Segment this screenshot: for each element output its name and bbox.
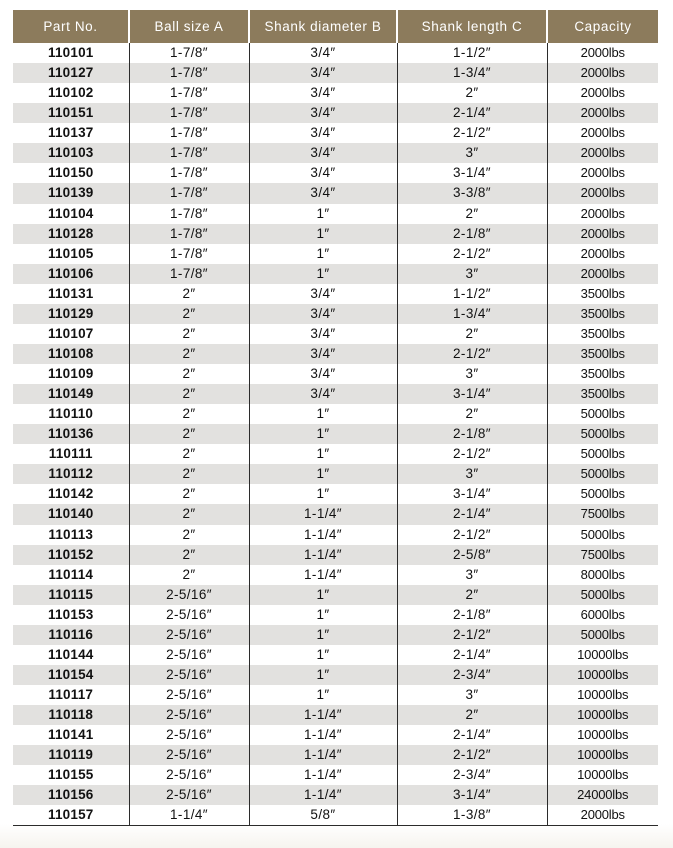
- cell-ball-size: 2″: [129, 565, 249, 585]
- cell-shank-length: 2-1/2″: [397, 344, 547, 364]
- cell-ball-size: 2-5/16″: [129, 725, 249, 745]
- cell-capacity: 10000lbs: [547, 705, 658, 725]
- cell-shank-length: 1-3/8″: [397, 805, 547, 826]
- cell-capacity: 2000lbs: [547, 123, 658, 143]
- cell-shank-length: 2-1/2″: [397, 444, 547, 464]
- cell-part-no: 110101: [13, 43, 129, 63]
- cell-part-no: 110144: [13, 645, 129, 665]
- table-row: [13, 224, 658, 244]
- table-row: [13, 264, 658, 284]
- cell-part-no: 110129: [13, 304, 129, 324]
- cell-shank-diameter: 1″: [249, 484, 397, 504]
- cell-capacity: 3500lbs: [547, 344, 658, 364]
- cell-shank-diameter: 1″: [249, 645, 397, 665]
- header-shank-diameter: Shank diameter B: [249, 10, 397, 43]
- cell-part-no: 110105: [13, 244, 129, 264]
- cell-capacity: 5000lbs: [547, 404, 658, 424]
- cell-shank-diameter: 1-1/4″: [249, 565, 397, 585]
- cell-part-no: 110102: [13, 83, 129, 103]
- table-row: [13, 805, 658, 826]
- cell-part-no: 110149: [13, 384, 129, 404]
- cell-shank-diameter: 3/4″: [249, 284, 397, 304]
- cell-ball-size: 1-7/8″: [129, 264, 249, 284]
- cell-capacity: 5000lbs: [547, 625, 658, 645]
- cell-part-no: 110128: [13, 224, 129, 244]
- cell-ball-size: 2-5/16″: [129, 745, 249, 765]
- cell-ball-size: 2-5/16″: [129, 785, 249, 805]
- header-part-no: Part No.: [13, 10, 129, 43]
- cell-shank-diameter: 3/4″: [249, 63, 397, 83]
- cell-capacity: 2000lbs: [547, 264, 658, 284]
- table-header: [13, 10, 658, 43]
- cell-ball-size: 2″: [129, 504, 249, 524]
- cell-shank-length: 2-1/4″: [397, 725, 547, 745]
- spec-table: [13, 10, 658, 826]
- cell-part-no: 110112: [13, 464, 129, 484]
- table-row: [13, 625, 658, 645]
- cell-ball-size: 2-5/16″: [129, 585, 249, 605]
- cell-capacity: 3500lbs: [547, 324, 658, 344]
- cell-shank-diameter: 1-1/4″: [249, 525, 397, 545]
- cell-part-no: 110108: [13, 344, 129, 364]
- cell-part-no: 110110: [13, 404, 129, 424]
- table-row: [13, 63, 658, 83]
- table-row: [13, 484, 658, 504]
- cell-shank-length: 3″: [397, 364, 547, 384]
- cell-shank-length: 3-1/4″: [397, 484, 547, 504]
- table-row: [13, 705, 658, 725]
- cell-shank-length: 1-3/4″: [397, 304, 547, 324]
- cell-ball-size: 2-5/16″: [129, 765, 249, 785]
- cell-shank-diameter: 1″: [249, 605, 397, 625]
- cell-part-no: 110142: [13, 484, 129, 504]
- cell-shank-length: 1-1/2″: [397, 284, 547, 304]
- cell-ball-size: 1-7/8″: [129, 204, 249, 224]
- cell-shank-length: 2-1/2″: [397, 123, 547, 143]
- cell-shank-length: 3″: [397, 264, 547, 284]
- cell-part-no: 110141: [13, 725, 129, 745]
- cell-ball-size: 2″: [129, 484, 249, 504]
- cell-ball-size: 1-7/8″: [129, 163, 249, 183]
- cell-part-no: 110115: [13, 585, 129, 605]
- cell-shank-length: 1-3/4″: [397, 63, 547, 83]
- cell-capacity: 5000lbs: [547, 585, 658, 605]
- cell-part-no: 110139: [13, 183, 129, 203]
- table-row: [13, 43, 658, 63]
- cell-shank-diameter: 1-1/4″: [249, 705, 397, 725]
- table-row: [13, 204, 658, 224]
- cell-shank-diameter: 3/4″: [249, 364, 397, 384]
- cell-capacity: 2000lbs: [547, 163, 658, 183]
- table-row: [13, 183, 658, 203]
- cell-capacity: 2000lbs: [547, 63, 658, 83]
- cell-ball-size: 2″: [129, 384, 249, 404]
- table-row: [13, 785, 658, 805]
- cell-ball-size: 1-1/4″: [129, 805, 249, 826]
- table-row: [13, 444, 658, 464]
- header-row: [13, 10, 658, 43]
- cell-capacity: 3500lbs: [547, 284, 658, 304]
- cell-shank-diameter: 1″: [249, 585, 397, 605]
- cell-part-no: 110114: [13, 565, 129, 585]
- table-row: [13, 685, 658, 705]
- cell-part-no: 110118: [13, 705, 129, 725]
- cell-part-no: 110137: [13, 123, 129, 143]
- cell-shank-length: 2-1/4″: [397, 103, 547, 123]
- table-body: [13, 43, 658, 826]
- cell-capacity: 10000lbs: [547, 765, 658, 785]
- cell-ball-size: 2″: [129, 324, 249, 344]
- table-row: [13, 143, 658, 163]
- cell-shank-diameter: 3/4″: [249, 83, 397, 103]
- cell-shank-length: 3″: [397, 565, 547, 585]
- table-row: [13, 384, 658, 404]
- cell-part-no: 110107: [13, 324, 129, 344]
- table-row: [13, 123, 658, 143]
- cell-capacity: 3500lbs: [547, 364, 658, 384]
- cell-ball-size: 1-7/8″: [129, 183, 249, 203]
- cell-shank-diameter: 1″: [249, 224, 397, 244]
- cell-shank-diameter: 3/4″: [249, 304, 397, 324]
- cell-capacity: 10000lbs: [547, 645, 658, 665]
- cell-capacity: 2000lbs: [547, 83, 658, 103]
- cell-ball-size: 1-7/8″: [129, 43, 249, 63]
- cell-ball-size: 2″: [129, 284, 249, 304]
- cell-part-no: 110119: [13, 745, 129, 765]
- header-shank-length: Shank length C: [397, 10, 547, 43]
- cell-capacity: 2000lbs: [547, 143, 658, 163]
- cell-ball-size: 2-5/16″: [129, 685, 249, 705]
- cell-shank-diameter: 3/4″: [249, 103, 397, 123]
- cell-shank-diameter: 1-1/4″: [249, 504, 397, 524]
- cell-ball-size: 1-7/8″: [129, 143, 249, 163]
- cell-shank-diameter: 3/4″: [249, 344, 397, 364]
- cell-shank-diameter: 1″: [249, 404, 397, 424]
- cell-part-no: 110153: [13, 605, 129, 625]
- cell-ball-size: 2-5/16″: [129, 605, 249, 625]
- cell-shank-diameter: 1″: [249, 464, 397, 484]
- cell-capacity: 2000lbs: [547, 183, 658, 203]
- cell-shank-diameter: 1-1/4″: [249, 785, 397, 805]
- cell-capacity: 3500lbs: [547, 304, 658, 324]
- cell-ball-size: 2-5/16″: [129, 625, 249, 645]
- cell-ball-size: 1-7/8″: [129, 244, 249, 264]
- cell-shank-diameter: 3/4″: [249, 183, 397, 203]
- cell-capacity: 5000lbs: [547, 424, 658, 444]
- cell-part-no: 110106: [13, 264, 129, 284]
- cell-ball-size: 2″: [129, 424, 249, 444]
- cell-shank-diameter: 1″: [249, 244, 397, 264]
- cell-shank-diameter: 3/4″: [249, 43, 397, 63]
- cell-part-no: 110155: [13, 765, 129, 785]
- cell-ball-size: 2″: [129, 364, 249, 384]
- cell-capacity: 8000lbs: [547, 565, 658, 585]
- cell-ball-size: 2″: [129, 464, 249, 484]
- cell-ball-size: 2″: [129, 545, 249, 565]
- cell-shank-diameter: 1″: [249, 424, 397, 444]
- cell-shank-diameter: 1-1/4″: [249, 725, 397, 745]
- table-row: [13, 605, 658, 625]
- cell-shank-length: 3″: [397, 464, 547, 484]
- cell-shank-length: 2-5/8″: [397, 545, 547, 565]
- cell-shank-length: 2-1/2″: [397, 625, 547, 645]
- cell-ball-size: 2″: [129, 304, 249, 324]
- table-row: [13, 103, 658, 123]
- header-capacity: Capacity: [547, 10, 658, 43]
- cell-part-no: 110140: [13, 504, 129, 524]
- cell-shank-length: 3″: [397, 685, 547, 705]
- cell-ball-size: 1-7/8″: [129, 83, 249, 103]
- cell-part-no: 110136: [13, 424, 129, 444]
- cell-ball-size: 1-7/8″: [129, 123, 249, 143]
- cell-part-no: 110152: [13, 545, 129, 565]
- table-row: [13, 765, 658, 785]
- cell-shank-diameter: 3/4″: [249, 143, 397, 163]
- cell-capacity: 10000lbs: [547, 665, 658, 685]
- cell-capacity: 3500lbs: [547, 384, 658, 404]
- cell-part-no: 110150: [13, 163, 129, 183]
- cell-part-no: 110131: [13, 284, 129, 304]
- cell-part-no: 110151: [13, 103, 129, 123]
- cell-capacity: 2000lbs: [547, 43, 658, 63]
- cell-capacity: 7500lbs: [547, 545, 658, 565]
- background-decoration: [0, 824, 673, 848]
- cell-shank-diameter: 3/4″: [249, 384, 397, 404]
- cell-capacity: 24000lbs: [547, 785, 658, 805]
- cell-part-no: 110156: [13, 785, 129, 805]
- cell-ball-size: 2″: [129, 444, 249, 464]
- cell-capacity: 2000lbs: [547, 224, 658, 244]
- cell-ball-size: 1-7/8″: [129, 63, 249, 83]
- cell-shank-length: 1-1/2″: [397, 43, 547, 63]
- table-row: [13, 525, 658, 545]
- cell-shank-diameter: 1″: [249, 685, 397, 705]
- cell-shank-length: 3-3/8″: [397, 183, 547, 203]
- cell-capacity: 5000lbs: [547, 464, 658, 484]
- cell-shank-length: 3-1/4″: [397, 384, 547, 404]
- cell-capacity: 2000lbs: [547, 103, 658, 123]
- cell-ball-size: 2″: [129, 344, 249, 364]
- cell-shank-length: 2″: [397, 404, 547, 424]
- cell-shank-diameter: 1″: [249, 264, 397, 284]
- cell-shank-diameter: 1-1/4″: [249, 745, 397, 765]
- cell-capacity: 2000lbs: [547, 244, 658, 264]
- table-row: [13, 244, 658, 264]
- table-row: [13, 645, 658, 665]
- cell-shank-diameter: 3/4″: [249, 163, 397, 183]
- table-row: [13, 464, 658, 484]
- cell-shank-length: 2-3/4″: [397, 665, 547, 685]
- cell-ball-size: 2″: [129, 404, 249, 424]
- table-row: [13, 163, 658, 183]
- cell-capacity: 5000lbs: [547, 484, 658, 504]
- cell-ball-size: 2-5/16″: [129, 665, 249, 685]
- cell-ball-size: 2-5/16″: [129, 705, 249, 725]
- table-row: [13, 344, 658, 364]
- cell-shank-length: 2″: [397, 705, 547, 725]
- table-row: [13, 83, 658, 103]
- table-row: [13, 745, 658, 765]
- cell-shank-length: 2″: [397, 83, 547, 103]
- cell-shank-length: 2-1/8″: [397, 224, 547, 244]
- cell-ball-size: 1-7/8″: [129, 224, 249, 244]
- cell-shank-diameter: 1-1/4″: [249, 545, 397, 565]
- cell-capacity: 2000lbs: [547, 204, 658, 224]
- cell-shank-length: 2-1/2″: [397, 244, 547, 264]
- cell-part-no: 110103: [13, 143, 129, 163]
- cell-part-no: 110113: [13, 525, 129, 545]
- cell-capacity: 7500lbs: [547, 504, 658, 524]
- table-row: [13, 725, 658, 745]
- cell-shank-diameter: 1″: [249, 665, 397, 685]
- cell-shank-length: 2-1/4″: [397, 504, 547, 524]
- cell-shank-diameter: 1″: [249, 204, 397, 224]
- cell-part-no: 110157: [13, 805, 129, 826]
- cell-shank-diameter: 3/4″: [249, 123, 397, 143]
- table-row: [13, 585, 658, 605]
- table-row: [13, 304, 658, 324]
- cell-shank-length: 2-1/2″: [397, 525, 547, 545]
- cell-ball-size: 2-5/16″: [129, 645, 249, 665]
- cell-part-no: 110116: [13, 625, 129, 645]
- cell-shank-length: 2-1/8″: [397, 424, 547, 444]
- header-ball-size: Ball size A: [129, 10, 249, 43]
- cell-part-no: 110117: [13, 685, 129, 705]
- table-row: [13, 364, 658, 384]
- table-row: [13, 565, 658, 585]
- cell-ball-size: 2″: [129, 525, 249, 545]
- cell-part-no: 110111: [13, 444, 129, 464]
- cell-part-no: 110104: [13, 204, 129, 224]
- table-row: [13, 404, 658, 424]
- cell-capacity: 6000lbs: [547, 605, 658, 625]
- cell-ball-size: 1-7/8″: [129, 103, 249, 123]
- cell-part-no: 110127: [13, 63, 129, 83]
- cell-capacity: 5000lbs: [547, 525, 658, 545]
- cell-shank-diameter: 3/4″: [249, 324, 397, 344]
- cell-part-no: 110154: [13, 665, 129, 685]
- cell-shank-length: 2-1/4″: [397, 645, 547, 665]
- table-row: [13, 665, 658, 685]
- cell-shank-length: 3-1/4″: [397, 785, 547, 805]
- cell-capacity: 2000lbs: [547, 805, 658, 826]
- cell-shank-length: 3″: [397, 143, 547, 163]
- cell-shank-diameter: 1″: [249, 625, 397, 645]
- cell-shank-length: 2″: [397, 585, 547, 605]
- cell-shank-length: 3-1/4″: [397, 163, 547, 183]
- cell-shank-length: 2″: [397, 324, 547, 344]
- cell-capacity: 5000lbs: [547, 444, 658, 464]
- cell-shank-length: 2-3/4″: [397, 765, 547, 785]
- cell-shank-diameter: 1-1/4″: [249, 765, 397, 785]
- cell-shank-diameter: 1″: [249, 444, 397, 464]
- cell-shank-diameter: 5/8″: [249, 805, 397, 826]
- cell-shank-length: 2-1/2″: [397, 745, 547, 765]
- cell-part-no: 110109: [13, 364, 129, 384]
- cell-shank-length: 2″: [397, 204, 547, 224]
- cell-capacity: 10000lbs: [547, 725, 658, 745]
- cell-capacity: 10000lbs: [547, 685, 658, 705]
- table-row: [13, 424, 658, 444]
- table-row: [13, 504, 658, 524]
- table-row: [13, 324, 658, 344]
- cell-shank-length: 2-1/8″: [397, 605, 547, 625]
- table-row: [13, 284, 658, 304]
- cell-capacity: 10000lbs: [547, 745, 658, 765]
- table-row: [13, 545, 658, 565]
